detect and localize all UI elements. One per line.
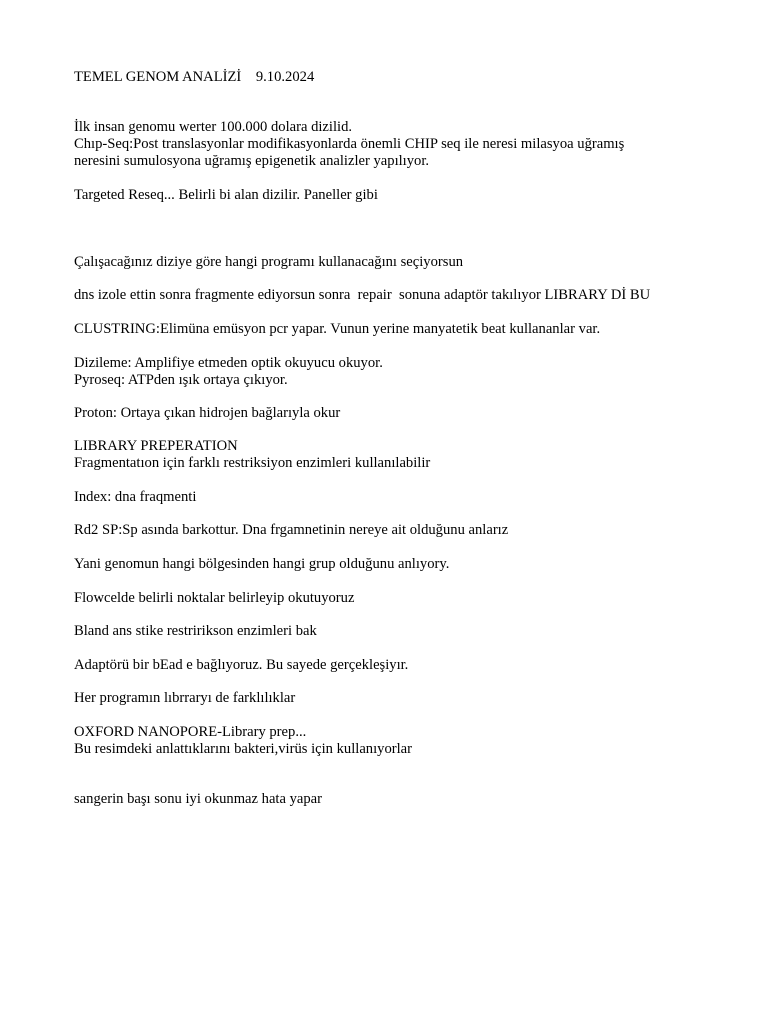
- text-line: Chıp-Seq:Post translasyonlar modifikasyonlarda önemli CHIP seq ile neresi milasyoa uğramış: [74, 136, 625, 152]
- text-line: neresini sumulosyona uğramış epigenetik analizler yapılıyor.: [74, 153, 430, 169]
- text-line: Yani genomun hangi bölgesinden hangi grup olduğunu anlıyory.: [74, 556, 450, 572]
- section-heading: LIBRARY PREPERATION: [74, 438, 238, 454]
- text-line: CLUSTRING:Elimüna emüsyon pcr yapar. Vunun yerine manyatetik beat kullananlar var.: [74, 321, 601, 337]
- text-line: Bu resimdeki anlattıklarını bakteri,virüs için kullanıyorlar: [74, 741, 413, 757]
- text-line: Fragmentatıon için farklı restriksiyon enzimleri kullanılabilir: [74, 455, 431, 471]
- text-line: dns izole ettin sonra fragmente ediyorsun sonra repair sonuna adaptör takılıyor LIBRARY Dİ BU: [74, 287, 651, 303]
- document-title: TEMEL GENOM ANALİZİ: [74, 69, 242, 85]
- text-line: Dizileme: Amplifiye etmeden optik okuyucu okuyor.: [74, 355, 383, 371]
- text-line: Rd2 SP:Sp asında barkottur. Dna frgamnetinin nereye ait olduğunu anlarız: [74, 522, 509, 538]
- text-line: İlk insan genomu werter 100.000 dolara dizilid.: [74, 119, 353, 135]
- text-line: Targeted Reseq... Belirli bi alan dizilir. Paneller gibi: [74, 187, 378, 203]
- text-line: Pyroseq: ATPden ışık ortaya çıkıyor.: [74, 372, 288, 388]
- document-header: [74, 69, 314, 86]
- text-line: Index: dna fraqmenti: [74, 489, 197, 505]
- text-line: Proton: Ortaya çıkan hidrojen bağlarıyla okur: [74, 405, 341, 421]
- section-heading: OXFORD NANOPORE-Library prep...: [74, 724, 307, 740]
- document-date: 9.10.2024: [255, 69, 315, 85]
- text-line: Bland ans stike restririkson enzimleri bak: [74, 623, 317, 639]
- text-line: Çalışacağınız diziye göre hangi programı kullanacağını seçiyorsun: [74, 254, 464, 270]
- text-line: sangerin başı sonu iyi okunmaz hata yapar: [74, 791, 323, 807]
- text-line: Flowcelde belirli noktalar belirleyip okutuyoruz: [74, 590, 355, 606]
- text-line: Adaptörü bir bEad e bağlıyoruz. Bu sayede gerçekleşiyır.: [74, 657, 409, 673]
- text-line: Her programın lıbrraryı de farklılıklar: [74, 690, 296, 706]
